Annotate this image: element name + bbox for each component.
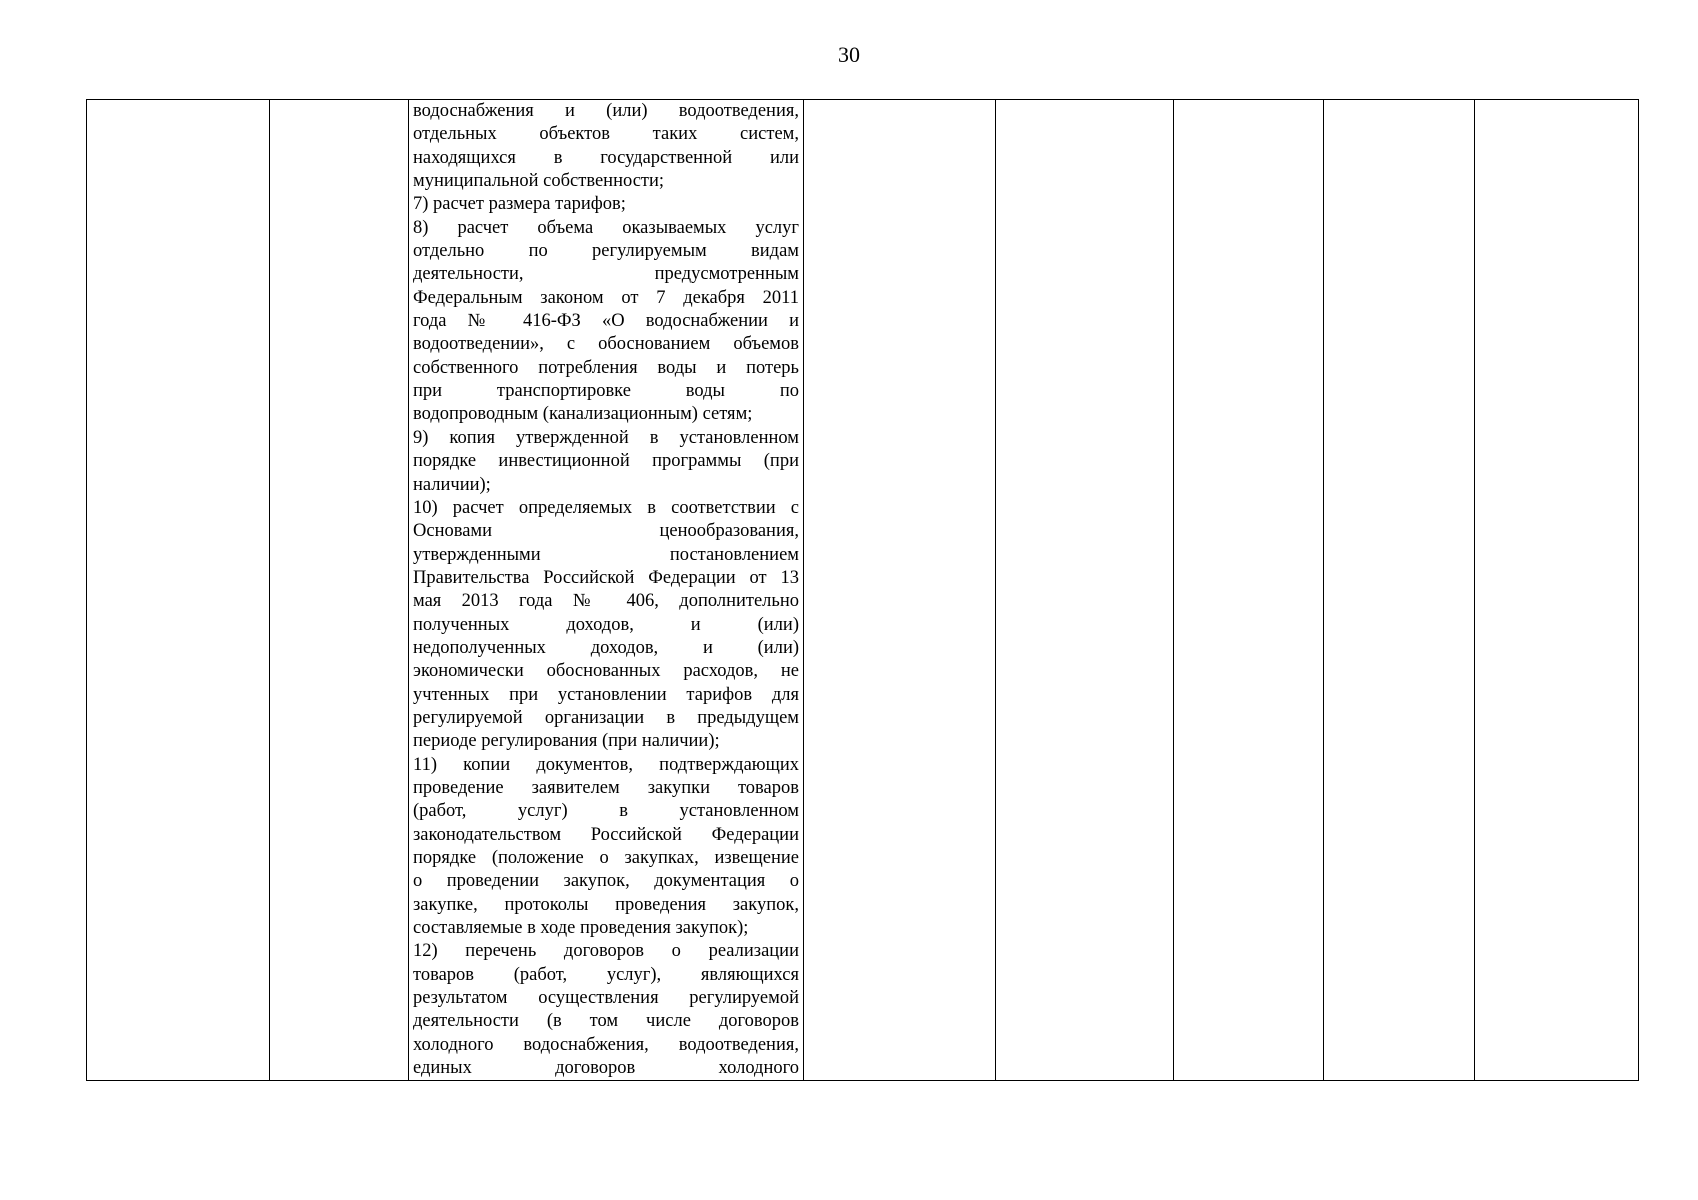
table-cell-col-7 [1324, 100, 1475, 1081]
text-line: 9) копия утвержденной в установленном [413, 427, 799, 448]
text-line: холодного водоснабжения, водоотведения, [413, 1034, 799, 1055]
table-cell-col-6 [1174, 100, 1324, 1081]
text-line: года № 416-ФЗ «О водоснабжении и [413, 311, 799, 332]
text-line: периоде регулирования (при наличии); [413, 731, 720, 752]
text-line: деятельности, предусмотренным [413, 264, 799, 285]
text-line: отдельно по регулируемым видам [413, 241, 799, 262]
text-line: 11) копии документов, подтверждающих [413, 754, 799, 775]
text-line: учтенных при установлении тарифов для [413, 684, 799, 705]
text-line: муниципальной собственности; [413, 171, 665, 192]
text-line: утвержденными постановлением [413, 544, 799, 565]
text-line: наличии); [413, 474, 491, 495]
requirements-text [413, 100, 799, 1080]
text-line: полученных доходов, и (или) [413, 614, 799, 635]
table-cell-col-5 [996, 100, 1174, 1081]
text-line: находящихся в государственной или [413, 147, 799, 168]
table-row [87, 100, 1639, 1081]
text-line: экономически обоснованных расходов, не [413, 661, 799, 682]
text-line: законодательством Российской Федерации [413, 824, 799, 845]
text-line: недополученных доходов, и (или) [413, 637, 799, 658]
text-line: 7) расчет размера тарифов; [413, 194, 626, 215]
text-line: регулируемой организации в предыдущем [413, 707, 799, 728]
text-line: 10) расчет определяемых в соответствии с [413, 497, 799, 518]
text-line: 12) перечень договоров о реализации [413, 941, 799, 962]
text-line: отдельных объектов таких систем, [413, 124, 799, 145]
text-line: проведение заявителем закупки товаров [413, 777, 799, 798]
text-line: деятельности (в том числе договоров [413, 1011, 799, 1032]
text-line: собственного потребления воды и потерь [413, 357, 799, 378]
text-line: товаров (работ, услуг), являющихся [413, 964, 799, 985]
text-line: закупке, протоколы проведения закупок, [413, 894, 799, 915]
text-line: порядке (положение о закупках, извещение [413, 848, 799, 868]
text-line: водопроводным (канализационным) сетям; [413, 404, 753, 425]
text-line: (работ, услуг) в установленном [413, 801, 799, 822]
text-line: Правительства Российской Федерации от 13 [413, 567, 799, 588]
text-line: порядке инвестиционной программы (при [413, 451, 799, 472]
table-cell-col-2 [270, 100, 409, 1081]
text-line: водоотведении», с обоснованием объемов [413, 334, 799, 355]
text-line: Федеральным законом от 7 декабря 2011 [413, 287, 799, 308]
text-line: составляемые в ходе проведения закупок); [413, 918, 749, 939]
text-line: 8) расчет объема оказываемых услуг [413, 217, 799, 238]
text-line: мая 2013 года № 406, дополнительно [413, 591, 799, 612]
table-cell-col-4 [804, 100, 996, 1081]
text-line: водоснабжения и (или) водоотведения, [413, 101, 799, 121]
text-line: о проведении закупок, документация о [413, 871, 799, 892]
text-line: Основами ценообразования, [413, 521, 799, 542]
table-cell-col-8 [1475, 100, 1639, 1081]
document-table [86, 99, 1639, 1081]
table-cell-requirements [409, 100, 804, 1081]
page-number: 30 [838, 42, 860, 67]
text-line: при транспортировке воды по [413, 381, 799, 402]
table-cell-col-1 [87, 100, 270, 1081]
text-line: результатом осуществления регулируемой [413, 988, 799, 1009]
text-line: единых договоров холодного [413, 1058, 799, 1079]
